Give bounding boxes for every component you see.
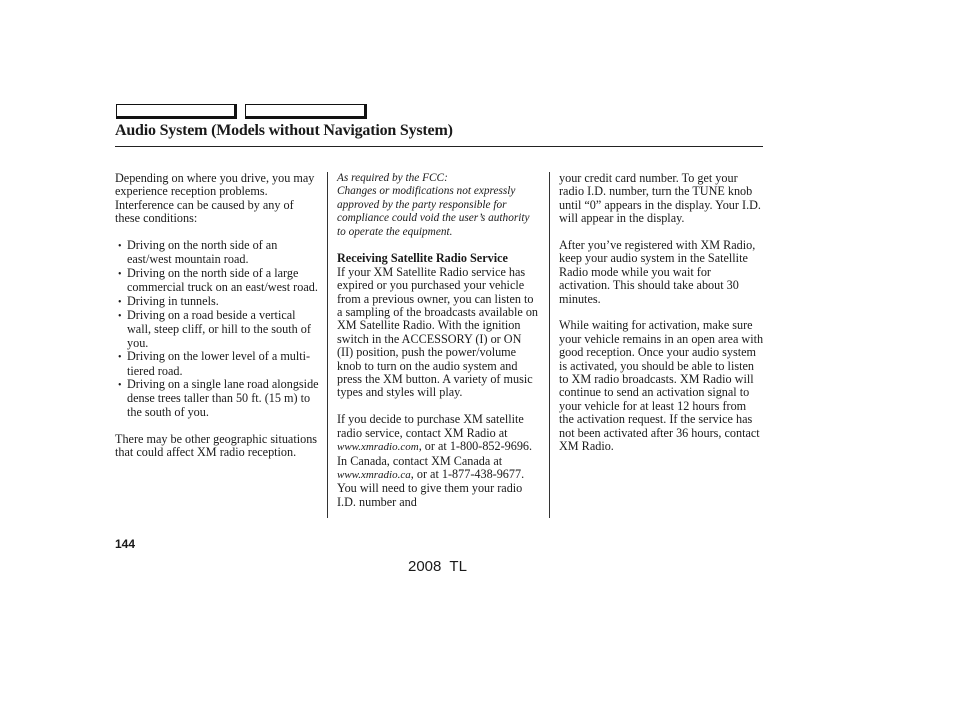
- list-item: [115, 309, 320, 350]
- interference-conditions-list: [115, 239, 320, 419]
- sampling-paragraph: If your XM Satellite Radio service has expired or you purchased your vehicle from a previous owner, you can listen to a sampling of the broadcasts available on XM Satellite Radio. With the ignition switch in the ACCESSORY (I) or ON (II) position, push the power/volume knob to turn on the audio system and press the XM button. A variety of music types and styles will play.: [337, 264, 539, 400]
- list-item-text: Driving in tunnels.: [127, 293, 219, 308]
- list-item: [115, 378, 320, 419]
- bullet-icon: •: [118, 311, 122, 323]
- column-satellite-service: [337, 172, 540, 509]
- column-activation: [559, 172, 764, 454]
- nav-tab-box-2[interactable]: [245, 104, 367, 119]
- reception-intro-paragraph: Depending on where you drive, you may experience reception problems. Interference can be caused by any of these conditions:: [115, 171, 315, 226]
- column-divider-1: [327, 172, 328, 518]
- fcc-notice: [337, 172, 540, 239]
- title-divider: [115, 146, 763, 147]
- bullet-icon: •: [118, 380, 122, 392]
- list-item: [115, 267, 320, 295]
- footer-model-year: 2008 TL: [408, 558, 467, 575]
- xm-us-website-link[interactable]: www.xmradio.com: [337, 441, 419, 454]
- section-heading: Receiving Satellite Radio Service: [337, 251, 508, 266]
- nav-tab-box-1[interactable]: [116, 104, 237, 119]
- list-item-text: Driving on the north side of a large commercial truck on an east/west road.: [127, 265, 318, 295]
- reception-outro-paragraph: There may be other geographic situations that could affect XM radio reception.: [115, 431, 318, 460]
- purchase-text-3: , or at 1-877-438-9677. You will need to give them your radio I.D. number and: [337, 466, 525, 509]
- list-item-text: Driving on a road beside a vertical wall, steep cliff, or hill to the south of you.: [127, 308, 311, 350]
- bullet-icon: •: [118, 268, 122, 280]
- list-item: [115, 239, 320, 267]
- radio-id-paragraph: your credit card number. To get your radio I.D. number, turn the TUNE knob until “0” appears in the display. Your I.D. will appear in the display.: [559, 171, 761, 226]
- purchase-text-2: , or at 1-800-852-9696. In Canada, contact XM Canada at: [337, 439, 533, 468]
- column-reception-conditions: [115, 172, 320, 460]
- activation-paragraph: While waiting for activation, make sure your vehicle remains in an open area with good reception. Once your audio system is activated, you should be able to listen to XM radio broadcasts. XM Radio will continue to send an activation signal to your vehicle for at least 12 hours from the activation request. If the service has not been activated after 36 hours, contact XM Radio.: [559, 318, 764, 454]
- fcc-notice-heading: As required by the FCC:: [337, 172, 448, 184]
- list-item-text: Driving on a single lane road alongside dense trees taller than 50 ft. (15 m) to the south of you.: [127, 377, 319, 419]
- xm-canada-website-link[interactable]: www.xmradio.ca: [337, 468, 411, 481]
- bullet-icon: •: [118, 296, 122, 308]
- purchase-paragraph: [337, 413, 540, 509]
- bullet-icon: •: [118, 352, 122, 364]
- list-item: [115, 295, 320, 309]
- registration-paragraph: After you’ve registered with XM Radio, keep your audio system in the Satellite Radio mode while you wait for activation. This should take about 30 minutes.: [559, 238, 756, 306]
- page-title: Audio System (Models without Navigation System): [115, 122, 453, 139]
- list-item-text: Driving on the lower level of a multi-tiered road.: [127, 349, 311, 378]
- column-divider-2: [549, 172, 550, 518]
- list-item: [115, 350, 320, 378]
- page-number: 144: [115, 537, 136, 551]
- purchase-text-1: If you decide to purchase XM satellite radio service, contact XM Radio at: [337, 412, 524, 440]
- bullet-icon: •: [118, 241, 122, 253]
- list-item-text: Driving on the north side of an east/west mountain road.: [127, 238, 278, 267]
- fcc-notice-text: Changes or modifications not expressly approved by the party responsible for compliance could void the user’s authority to operate the equipment.: [337, 185, 530, 238]
